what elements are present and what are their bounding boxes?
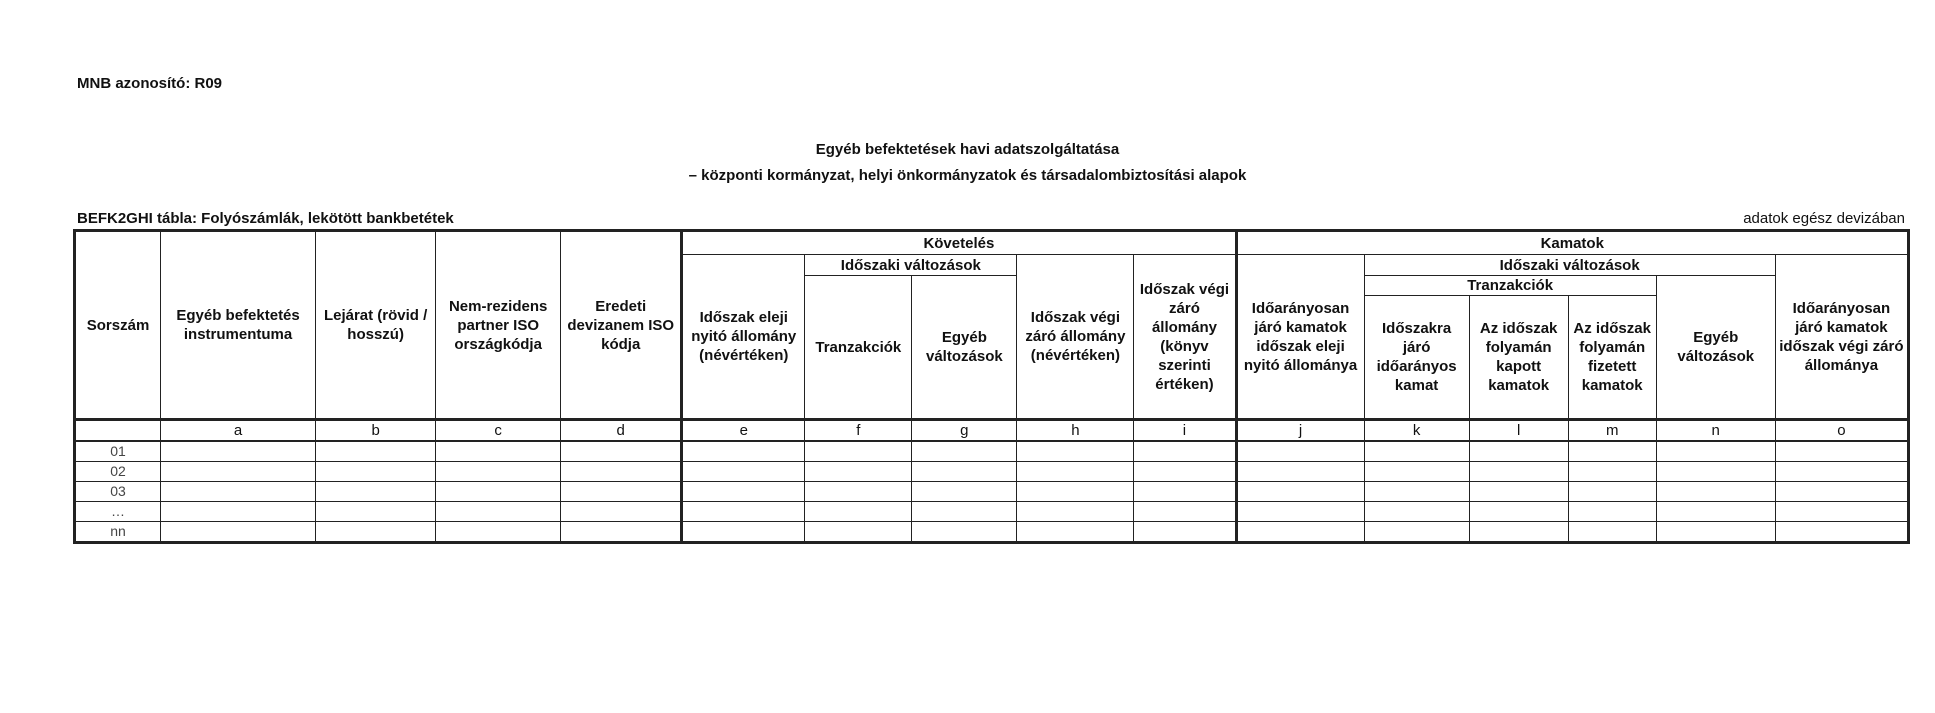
data-cell[interactable] bbox=[1134, 522, 1236, 543]
header-col-m: Az időszak folyamán fizetett kamatok bbox=[1568, 296, 1656, 420]
report-subtitle: – központi kormányzat, helyi önkormányzatok és társadalombiztosítási alapok bbox=[688, 167, 1247, 184]
data-cell[interactable] bbox=[161, 482, 316, 502]
header-col-f: Tranzakciók bbox=[805, 276, 912, 420]
data-cell[interactable] bbox=[682, 502, 805, 522]
letter-cell: n bbox=[1656, 420, 1775, 442]
row-number: 02 bbox=[75, 462, 161, 482]
data-cell[interactable] bbox=[912, 441, 1017, 462]
data-cell[interactable] bbox=[561, 441, 682, 462]
letter-cell-empty bbox=[75, 420, 161, 442]
data-cell[interactable] bbox=[1775, 441, 1908, 462]
data-cell[interactable] bbox=[1017, 441, 1134, 462]
data-cell[interactable] bbox=[912, 522, 1017, 543]
header-col-l: Az időszak folyamán kapott kamatok bbox=[1469, 296, 1568, 420]
data-cell[interactable] bbox=[1364, 502, 1469, 522]
data-cell[interactable] bbox=[1017, 462, 1134, 482]
data-cell[interactable] bbox=[1017, 482, 1134, 502]
data-cell[interactable] bbox=[912, 462, 1017, 482]
data-cell[interactable] bbox=[1236, 522, 1364, 543]
data-cell[interactable] bbox=[1656, 482, 1775, 502]
data-cell[interactable] bbox=[436, 441, 561, 462]
data-cell[interactable] bbox=[161, 441, 316, 462]
data-cell[interactable] bbox=[1775, 482, 1908, 502]
data-cell[interactable] bbox=[1469, 502, 1568, 522]
table-row bbox=[75, 522, 1909, 543]
header-col-b: Lejárat (rövid / hosszú) bbox=[316, 231, 436, 420]
data-cell[interactable] bbox=[561, 462, 682, 482]
letter-cell: a bbox=[161, 420, 316, 442]
data-cell[interactable] bbox=[1775, 502, 1908, 522]
header-col-e: Időszak eleji nyitó állomány (névértéken) bbox=[682, 255, 805, 420]
data-cell[interactable] bbox=[1134, 462, 1236, 482]
header-col-d: Eredeti devizanem ISO kódja bbox=[561, 231, 682, 420]
data-cell[interactable] bbox=[561, 482, 682, 502]
data-cell[interactable] bbox=[1568, 502, 1656, 522]
data-cell[interactable] bbox=[436, 462, 561, 482]
data-table bbox=[73, 229, 1910, 544]
data-cell[interactable] bbox=[1568, 441, 1656, 462]
report-title: Egyéb befektetések havi adatszolgáltatása bbox=[815, 141, 1120, 158]
data-cell[interactable] bbox=[1775, 522, 1908, 543]
data-cell[interactable] bbox=[1469, 462, 1568, 482]
data-cell[interactable] bbox=[1364, 462, 1469, 482]
data-cell[interactable] bbox=[1469, 482, 1568, 502]
letter-cell: l bbox=[1469, 420, 1568, 442]
data-cell[interactable] bbox=[682, 522, 805, 543]
data-cell[interactable] bbox=[805, 482, 912, 502]
unit-note: adatok egész devizában bbox=[1743, 210, 1905, 227]
data-cell[interactable] bbox=[1568, 522, 1656, 543]
data-cell[interactable] bbox=[805, 502, 912, 522]
data-cell[interactable] bbox=[1364, 522, 1469, 543]
table-row bbox=[75, 502, 1909, 522]
header-col-j: Időarányosan járó kamatok időszak eleji nyitó állománya bbox=[1236, 255, 1364, 420]
table-caption: BEFK2GHI tábla: Folyószámlák, lekötött bankbetétek bbox=[77, 210, 454, 227]
data-cell[interactable] bbox=[1656, 462, 1775, 482]
letter-cell: c bbox=[436, 420, 561, 442]
data-cell[interactable] bbox=[682, 441, 805, 462]
letter-cell: h bbox=[1017, 420, 1134, 442]
data-cell[interactable] bbox=[1656, 522, 1775, 543]
data-cell[interactable] bbox=[316, 441, 436, 462]
header-col-i: Időszak végi záró állomány (könyv szerinti értéken) bbox=[1134, 255, 1236, 420]
data-cell[interactable] bbox=[436, 482, 561, 502]
letter-cell: k bbox=[1364, 420, 1469, 442]
data-cell[interactable] bbox=[1775, 462, 1908, 482]
letter-cell: j bbox=[1236, 420, 1364, 442]
header-group-kamatok: Kamatok bbox=[1236, 231, 1908, 255]
header-col-o: Időarányosan járó kamatok időszak végi záró állománya bbox=[1775, 255, 1908, 420]
row-number: 01 bbox=[75, 441, 161, 462]
header-sorszam: Sorszám bbox=[75, 231, 161, 420]
data-cell[interactable] bbox=[316, 482, 436, 502]
row-number: nn bbox=[75, 522, 161, 543]
header-col-g: Egyéb változások bbox=[912, 276, 1017, 420]
letter-cell: d bbox=[561, 420, 682, 442]
header-idoszaki-valtozasok-1: Időszaki változások bbox=[805, 255, 1017, 276]
header-col-n: Egyéb változások bbox=[1656, 276, 1775, 420]
data-cell[interactable] bbox=[1236, 502, 1364, 522]
data-cell[interactable] bbox=[1134, 441, 1236, 462]
data-cell[interactable] bbox=[561, 502, 682, 522]
data-cell[interactable] bbox=[805, 462, 912, 482]
data-cell[interactable] bbox=[316, 522, 436, 543]
header-col-k: Időszakra járó időarányos kamat bbox=[1364, 296, 1469, 420]
row-number: … bbox=[75, 502, 161, 522]
data-cell[interactable] bbox=[1134, 502, 1236, 522]
data-cell[interactable] bbox=[1469, 522, 1568, 543]
data-cell[interactable] bbox=[161, 502, 316, 522]
data-cell[interactable] bbox=[805, 441, 912, 462]
data-cell[interactable] bbox=[682, 462, 805, 482]
data-cell[interactable] bbox=[561, 522, 682, 543]
data-cell[interactable] bbox=[1017, 522, 1134, 543]
letter-cell: m bbox=[1568, 420, 1656, 442]
data-cell[interactable] bbox=[1236, 441, 1364, 462]
data-cell[interactable] bbox=[805, 522, 912, 543]
data-cell[interactable] bbox=[1364, 482, 1469, 502]
header-col-a: Egyéb befektetés instrumentuma bbox=[161, 231, 316, 420]
letter-cell: i bbox=[1134, 420, 1236, 442]
header-col-h: Időszak végi záró állomány (névértéken) bbox=[1017, 255, 1134, 420]
data-cell[interactable] bbox=[1134, 482, 1236, 502]
data-cell[interactable] bbox=[912, 502, 1017, 522]
data-cell[interactable] bbox=[316, 502, 436, 522]
letter-cell: f bbox=[805, 420, 912, 442]
data-cell[interactable] bbox=[161, 522, 316, 543]
data-cell[interactable] bbox=[912, 482, 1017, 502]
header-col-c: Nem-rezidens partner ISO országkódja bbox=[436, 231, 561, 420]
data-cell[interactable] bbox=[1656, 441, 1775, 462]
data-cell[interactable] bbox=[1568, 482, 1656, 502]
data-cell[interactable] bbox=[1236, 462, 1364, 482]
data-cell[interactable] bbox=[1469, 441, 1568, 462]
header-idoszaki-valtozasok-2: Időszaki változások bbox=[1364, 255, 1775, 276]
data-cell[interactable] bbox=[1656, 502, 1775, 522]
data-cell[interactable] bbox=[682, 482, 805, 502]
letter-cell: g bbox=[912, 420, 1017, 442]
letter-cell: b bbox=[316, 420, 436, 442]
mnb-identifier: MNB azonosító: R09 bbox=[77, 75, 223, 92]
letter-cell: o bbox=[1775, 420, 1908, 442]
header-group-kovetelés: Követelés bbox=[682, 231, 1236, 255]
data-cell[interactable] bbox=[1364, 441, 1469, 462]
data-cell[interactable] bbox=[1568, 462, 1656, 482]
header-tranzakciok: Tranzakciók bbox=[1364, 276, 1656, 296]
table-row bbox=[75, 441, 1909, 462]
row-number: 03 bbox=[75, 482, 161, 502]
letter-cell: e bbox=[682, 420, 805, 442]
data-cell[interactable] bbox=[316, 462, 436, 482]
table-row bbox=[75, 462, 1909, 482]
data-cell[interactable] bbox=[161, 462, 316, 482]
data-cell[interactable] bbox=[1017, 502, 1134, 522]
data-cell[interactable] bbox=[436, 502, 561, 522]
table-row bbox=[75, 482, 1909, 502]
data-cell[interactable] bbox=[1236, 482, 1364, 502]
data-cell[interactable] bbox=[436, 522, 561, 543]
